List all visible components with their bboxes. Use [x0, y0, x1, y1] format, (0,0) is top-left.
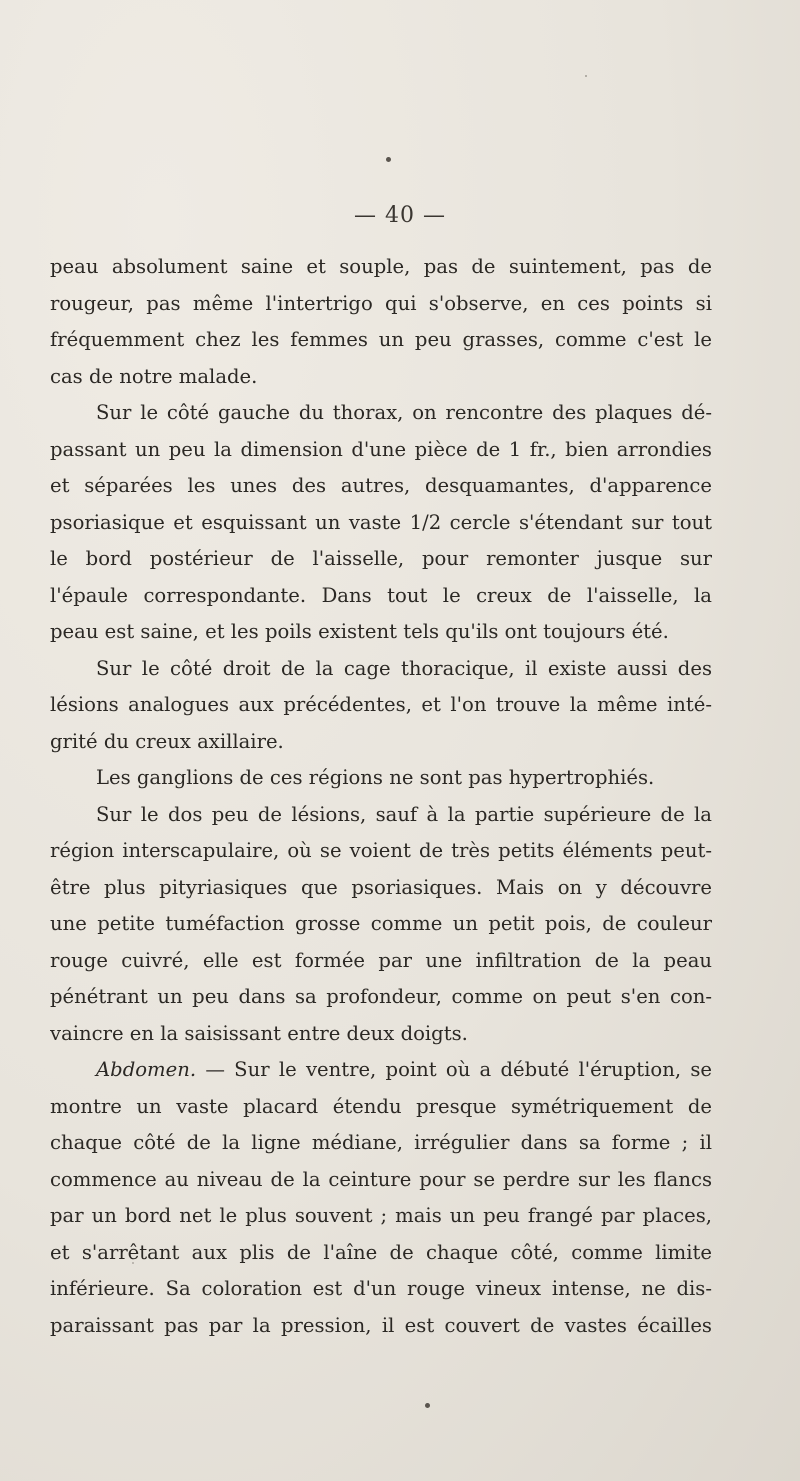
text-line: lésions analogues aux précédentes, et l'on trouve la même inté-: [50, 693, 712, 716]
text-line: Sur le côté droit de la cage thoracique, il existe aussi des: [96, 656, 712, 680]
text-line: montre un vaste placard étendu presque symétriquement de: [50, 1094, 712, 1118]
text-line: peau absolument saine et souple, pas de suintement, pas de: [50, 255, 712, 278]
text-line: psoriasique et esquissant un vaste 1/2 cercle s'étendant sur tout: [50, 510, 712, 534]
text-line: passant un peu la dimension d'une pièce de 1 fr., bien arrondies: [50, 437, 712, 461]
text-line: cas de notre malade.: [50, 364, 258, 388]
text-line: par un bord net le plus souvent ; mais un peu frangé par places,: [50, 1204, 712, 1227]
text-line: fréquemment chez les femmes un peu grasses, comme c'est le: [50, 328, 712, 351]
text-line-continuation: — Sur le ventre, point où a débuté l'éruption, se: [196, 1058, 712, 1081]
text-line: une petite tuméfaction grosse comme un petit pois, de couleur: [50, 912, 712, 935]
page-number: — 40 —: [354, 203, 446, 228]
text-line: pénétrant un peu dans sa profondeur, comme on peut s'en con-: [50, 985, 712, 1008]
paper-speck: [585, 75, 587, 77]
text-line: vaincre en la saisissant entre deux doigts.: [50, 1021, 468, 1045]
body-text: [50, 249, 712, 1344]
text-line: rouge cuivré, elle est formée par une infiltration de la peau: [50, 948, 712, 972]
text-line: Les ganglions de ces régions ne sont pas hypertrophiés.: [96, 766, 655, 789]
text-line: le bord postérieur de l'aisselle, pour remonter jusque sur: [50, 547, 712, 570]
paper-speck: [425, 1403, 430, 1408]
text-line: et séparées les unes des autres, desquamantes, d'apparence: [50, 474, 712, 497]
text-line: être plus pityriasiques que psoriasiques. Mais on y découvre: [50, 875, 712, 899]
text-line: chaque côté de la ligne médiane, irrégulier dans sa forme ; il: [50, 1131, 712, 1154]
text-line: Sur le côté gauche du thorax, on rencontre des plaques dé-: [96, 401, 712, 424]
paper-speck: [132, 1262, 134, 1264]
text-line: inférieure. Sa coloration est d'un rouge vineux intense, ne dis-: [50, 1277, 712, 1300]
text-line: [50, 1052, 712, 1089]
text-line: et s'arrêtant aux plis de l'aîne de chaque côté, comme limite: [50, 1240, 712, 1264]
text-line: commence au niveau de la ceinture pour se perdre sur les flancs: [50, 1167, 712, 1191]
text-line: paraissant pas par la pression, il est couvert de vastes écailles: [50, 1313, 712, 1337]
text-line: peau est saine, et les poils existent tels qu'ils ont toujours été.: [50, 620, 669, 643]
text-line: l'épaule correspondante. Dans tout le creux de l'aisselle, la: [50, 583, 712, 607]
paper-speck: [386, 157, 391, 162]
section-heading-abdomen: Abdomen.: [96, 1058, 197, 1081]
text-line: grité du creux axillaire.: [50, 729, 284, 753]
text-line: région interscapulaire, où se voient de très petits éléments peut-: [50, 839, 712, 862]
text-line: Sur le dos peu de lésions, sauf à la partie supérieure de la: [96, 802, 712, 826]
text-line: rougeur, pas même l'intertrigo qui s'observe, en ces points si: [50, 291, 712, 315]
